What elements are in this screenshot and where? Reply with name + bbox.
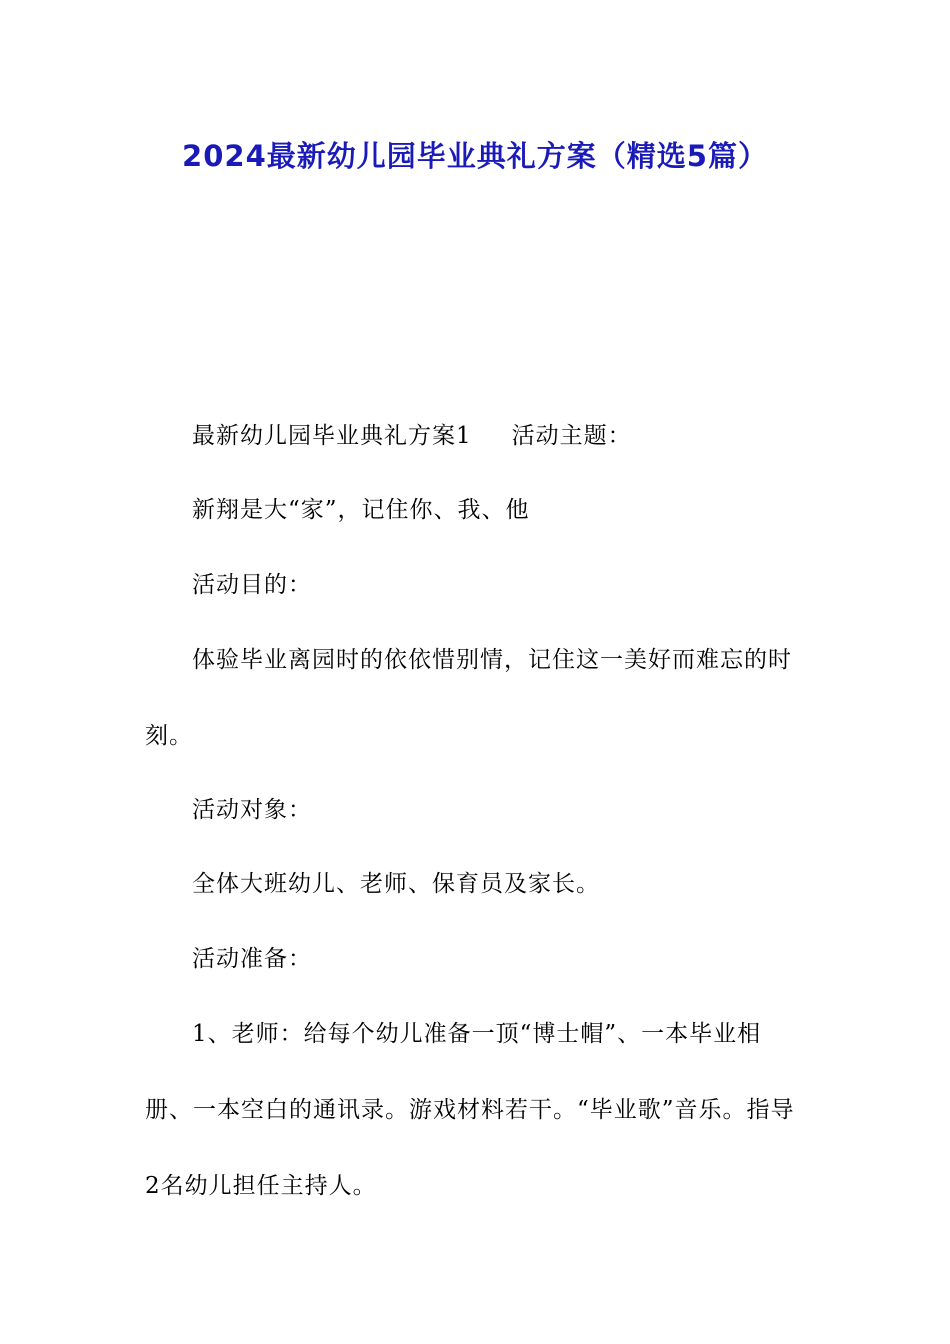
preparation-item-1: 1、老师：给每个幼儿准备一顶“博士帽”、一本毕业相册、一本空白的通讯录。游戏材料若干。“毕业歌”音乐。指导2名幼儿担任主持人。 <box>145 1021 795 1199</box>
target-text: 全体大班幼儿、老师、保育员及家长。 <box>192 871 600 897</box>
document-title: 2024最新幼儿园毕业典礼方案（精选5篇） <box>182 139 768 173</box>
purpose-text: 体验毕业离园时的依依惜别情，记住这一美好而难忘的时刻。 <box>145 647 792 749</box>
section-title: 最新幼儿园毕业典礼方案1 <box>192 423 472 449</box>
purpose-label: 活动目的： <box>192 572 312 598</box>
theme-label: 活动主题： <box>511 423 632 449</box>
section-heading <box>145 398 805 474</box>
preparation-label: 活动准备： <box>192 946 312 972</box>
target-label: 活动对象： <box>192 797 312 823</box>
theme-text: 新翔是大“家”，记住你、我、他 <box>192 497 530 523</box>
